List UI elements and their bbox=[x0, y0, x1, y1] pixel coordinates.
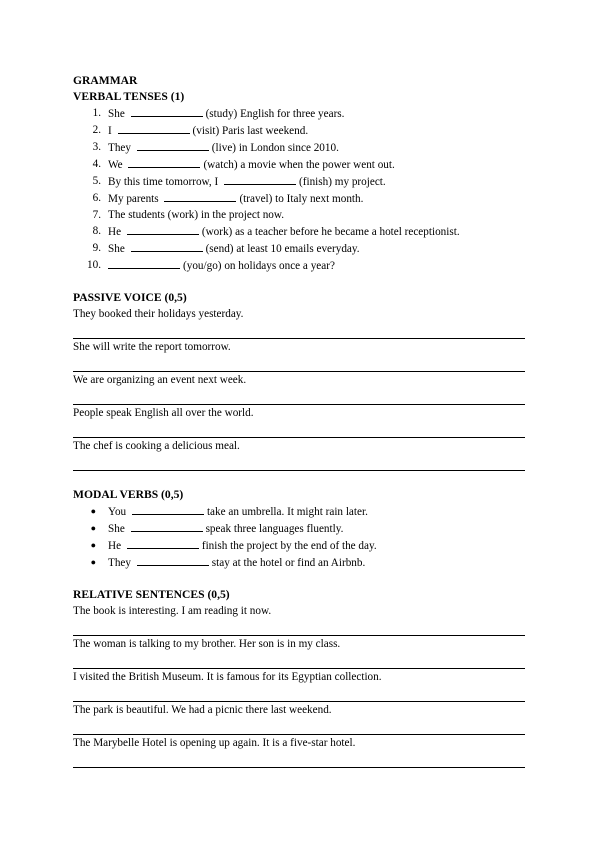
answer-line[interactable] bbox=[73, 619, 525, 636]
passive-voice-exercise bbox=[73, 306, 525, 471]
tense-item: 1. She (study) English for three years. bbox=[92, 107, 345, 120]
answer-blank[interactable] bbox=[128, 156, 200, 168]
verbal-tenses-list bbox=[73, 105, 525, 274]
answer-line[interactable] bbox=[73, 322, 525, 339]
answer-line[interactable] bbox=[73, 355, 525, 372]
answer-line[interactable] bbox=[73, 388, 525, 405]
modal-item: ● She speak three languages fluently. bbox=[73, 520, 525, 537]
answer-blank[interactable] bbox=[127, 537, 199, 549]
answer-blank[interactable] bbox=[132, 503, 204, 515]
passive-sentence: We are organizing an event next week. bbox=[73, 374, 247, 386]
modal-item: ● He finish the project by the end of the day. bbox=[73, 537, 525, 554]
relative-sentences-heading: RELATIVE SENTENCES (0,5) bbox=[73, 588, 230, 601]
answer-blank[interactable] bbox=[137, 554, 209, 566]
answer-line[interactable] bbox=[73, 685, 525, 702]
relative-sentences-exercise bbox=[73, 603, 525, 768]
answer-blank[interactable] bbox=[131, 240, 203, 252]
passive-sentence: They booked their holidays yesterday. bbox=[73, 308, 244, 320]
tense-item: 7. The students (work) in the project now. bbox=[92, 209, 285, 221]
tense-item: 4. We (watch) a movie when the power went out. bbox=[92, 158, 395, 171]
modal-verbs-list bbox=[73, 503, 525, 571]
tense-item: 10. (you/go) on holidays once a year? bbox=[87, 259, 335, 272]
modal-item: ● You take an umbrella. It might rain later. bbox=[73, 503, 525, 520]
tense-item: 5. By this time tomorrow, I (finish) my project. bbox=[92, 175, 386, 188]
bullet-icon: ● bbox=[90, 506, 96, 516]
tense-item: 2. I (visit) Paris last weekend. bbox=[92, 124, 309, 137]
tense-item: 9. She (send) at least 10 emails everyday. bbox=[92, 242, 360, 255]
worksheet-content bbox=[73, 73, 525, 768]
page-title: GRAMMAR bbox=[73, 74, 138, 87]
relative-sentence: I visited the British Museum. It is famous for its Egyptian collection. bbox=[73, 671, 382, 683]
modal-item: ● They stay at the hotel or find an Airbnb. bbox=[73, 554, 525, 571]
answer-line[interactable] bbox=[73, 718, 525, 735]
modal-verbs-heading: MODAL VERBS (0,5) bbox=[73, 488, 184, 501]
relative-sentence: The Marybelle Hotel is opening up again. It is a five-star hotel. bbox=[73, 737, 356, 749]
tense-item: 8. He (work) as a teacher before he became a hotel receptionist. bbox=[92, 225, 460, 238]
verbal-tenses-heading: VERBAL TENSES (1) bbox=[73, 90, 185, 103]
relative-sentence: The woman is talking to my brother. Her son is in my class. bbox=[73, 638, 341, 650]
answer-blank[interactable] bbox=[131, 520, 203, 532]
answer-blank[interactable] bbox=[224, 173, 296, 185]
answer-line[interactable] bbox=[73, 454, 525, 471]
tense-item: 3. They (live) in London since 2010. bbox=[92, 141, 339, 154]
answer-blank[interactable] bbox=[137, 139, 209, 151]
answer-blank[interactable] bbox=[131, 105, 203, 117]
answer-blank[interactable] bbox=[108, 257, 180, 269]
answer-line[interactable] bbox=[73, 421, 525, 438]
tense-item: 6. My parents (travel) to Italy next month. bbox=[92, 192, 364, 205]
answer-line[interactable] bbox=[73, 652, 525, 669]
bullet-icon: ● bbox=[90, 523, 96, 533]
answer-line[interactable] bbox=[73, 751, 525, 768]
passive-sentence: The chef is cooking a delicious meal. bbox=[73, 440, 240, 452]
relative-sentence: The park is beautiful. We had a picnic there last weekend. bbox=[73, 704, 332, 716]
passive-voice-heading: PASSIVE VOICE (0,5) bbox=[73, 291, 187, 304]
passive-sentence: People speak English all over the world. bbox=[73, 407, 254, 419]
answer-blank[interactable] bbox=[164, 190, 236, 202]
bullet-icon: ● bbox=[90, 557, 96, 567]
answer-blank[interactable] bbox=[127, 223, 199, 235]
relative-sentence: The book is interesting. I am reading it now. bbox=[73, 605, 272, 617]
answer-blank[interactable] bbox=[118, 122, 190, 134]
bullet-icon: ● bbox=[90, 540, 96, 550]
passive-sentence: She will write the report tomorrow. bbox=[73, 341, 231, 353]
